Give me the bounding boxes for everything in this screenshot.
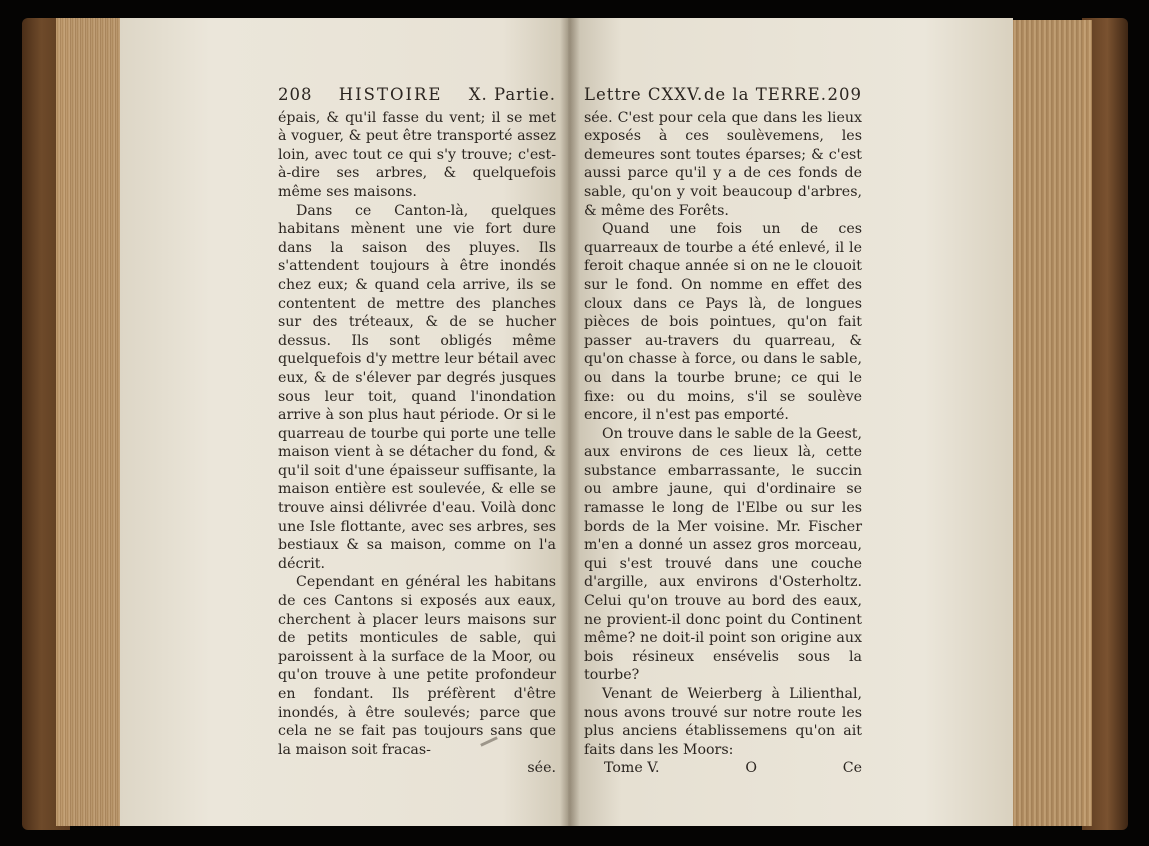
right-page-edges: [1008, 20, 1092, 826]
left-page-edges: [56, 18, 130, 826]
right-page-number: 209: [827, 85, 862, 104]
left-catchword: sée.: [527, 760, 556, 777]
left-page-number: 208: [278, 85, 313, 104]
right-running-title-left: Lettre CXXV.: [584, 85, 704, 104]
left-paragraph: Cependant en général les habitans de ces Cantons si exposés aux eaux, cherchent à placer leurs maisons sur de petits monticules de sable, qui paroissent à la surface de la Moor, ou qu'on trouve à une petite profondeur en fondant. Ils préfèrent d'être inondés, à être soulevés; parce que cela ne se fait pas toujours sans que la maison soit fracas-: [278, 574, 556, 758]
right-paragraph: sée. C'est pour cela que dans les lieux exposés à ces soulèvemens, les demeures sont toutes éparses; & c'est aussi parce qu'il y a de ces fonds de sable, qu'on y voit beaucoup d'arbres, & même des Forêts.: [584, 109, 862, 219]
right-running-title-right: de la TERRE.: [703, 85, 827, 104]
book-gutter: [560, 18, 580, 826]
right-catchword: Ce: [842, 760, 862, 777]
sheet-mark: O: [745, 760, 757, 777]
left-running-title: HISTOIRE: [338, 85, 443, 104]
right-paragraph: On trouve dans le sable de la Geest, aux environs de ces lieux là, cette substance embarrassante, le succin ou ambre jaune, qui d'ordinaire se ramasse le long de l'Elbe ou sur les bords de la Mer voisine. Mr. Fischer m'en a donné un assez gros morceau, qui s'est trouvé dans une couche d'argille, aux environs d'Osterholtz. Celui qu'on trouve au bord des eaux, ne provient-il donc point du Continent même? ne doit-il point son origine aux bois résineux ensévelis sous la tourbe?: [584, 425, 862, 684]
right-paragraph: Quand une fois un de ces quarreaux de tourbe a été enlevé, il le feroit chaque année si on ne le clouoit sur le fond. On nomme en effet des cloux dans ce Pays là, de longues pièces de bois pointues, qu'on fait passer au-travers du quarreau, & qu'on chasse à force, ou dans le sable, ou dans la tourbe brune; ce qui le fixe: ou du moins, s'il se soulève encore, il n'est pas emporté.: [584, 221, 862, 424]
left-running-head: [278, 86, 556, 105]
right-paragraph: Venant de Weierberg à Lilienthal, nous avons trouvé sur notre route les plus anciens établissemens qu'on ait faits dans les Moors:: [584, 686, 862, 758]
left-part-label: X. Partie.: [468, 85, 556, 104]
right-page-text: [584, 86, 862, 778]
left-paragraph: épais, & qu'il fasse du vent; il se met à voguer, & peut être transporté assez loin, avec tout ce qui s'y trouve; c'est-à-dire ses arbres, & quelquefois même ses maisons.: [278, 109, 556, 200]
left-page-text: [278, 86, 556, 778]
left-paragraph: Dans ce Canton-là, quelques habitans mènent une vie fort dure dans la saison des pluyes. Ils s'attendent toujours à être inondés chez eux; & quand cela arrive, ils se contentent de mettre des planches sur des tréteaux, & de se hucher dessus. Ils sont obligés même quelquefois d'y mettre leur bétail avec eux, & de s'élever par degrés jusques sous leur toit, quand l'inondation arrive à son plus haut période. Or si le quarreau de tourbe qui porte une telle maison vient à se détacher du fond, & qu'il soit d'une épaisseur suffisante, la maison entière est soulevée, & elle se trouve ainsi délivrée d'eau. Voilà donc une Isle flottante, avec ses arbres, ses bestiaux & sa maison, comme on l'a décrit.: [278, 202, 556, 572]
signature-tome: Tome V.: [604, 760, 660, 777]
right-running-head: [584, 86, 862, 105]
right-page-footer: [584, 759, 862, 778]
